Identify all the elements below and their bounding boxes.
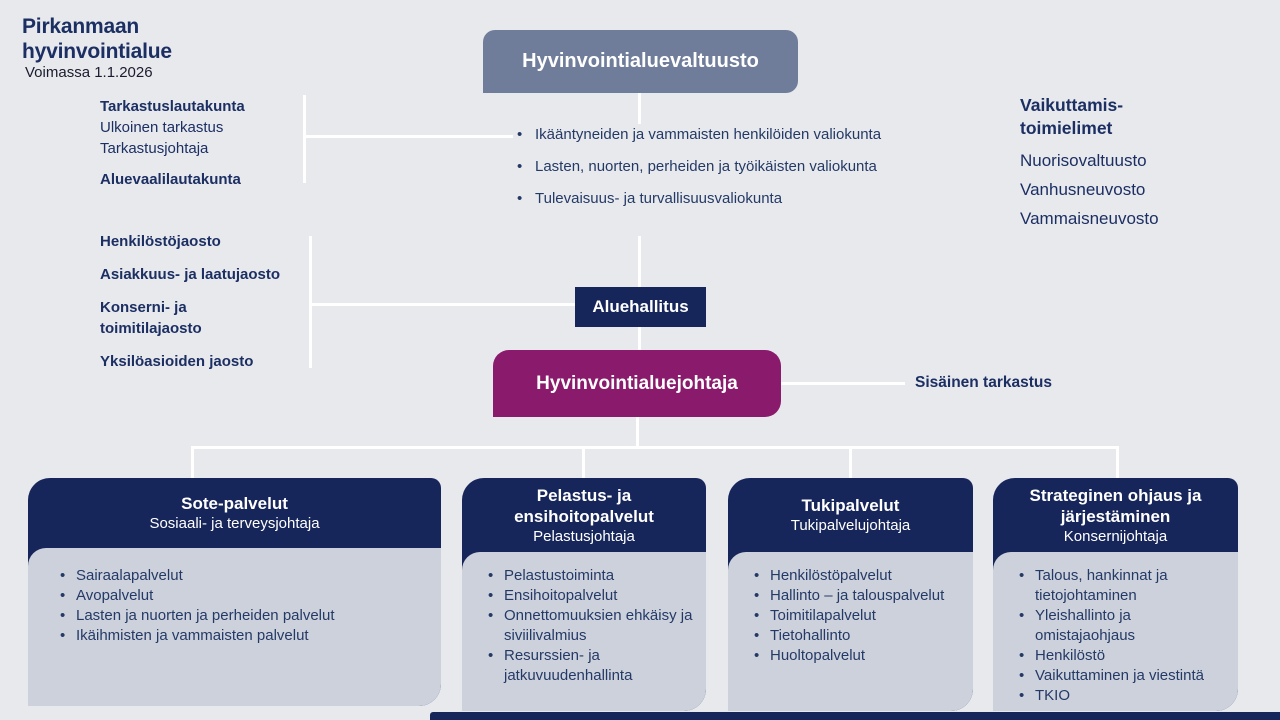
director-label: Hyvinvointialuejohtaja bbox=[536, 372, 738, 394]
list-item: Vammaisneuvosto bbox=[1020, 209, 1159, 228]
influence-bodies-panel bbox=[1020, 94, 1159, 233]
council-box bbox=[483, 30, 798, 93]
card-item: • TKIO bbox=[1019, 686, 1230, 706]
card-item: • Sairaalapalvelut bbox=[60, 566, 433, 586]
card-item: • Huoltopalvelut bbox=[754, 646, 965, 666]
committee-item: • Tulevaisuus- ja turvallisuusvaliokunta bbox=[513, 188, 885, 209]
validity-date: Voimassa 1.1.2026 bbox=[25, 64, 153, 81]
card-body bbox=[728, 552, 973, 711]
brand-logo bbox=[22, 14, 172, 64]
list-item: Asiakkuus- ja laatujaosto bbox=[100, 266, 281, 283]
connector-committees-board bbox=[638, 236, 641, 288]
connector-sections-horizontal bbox=[309, 303, 576, 306]
card-item: • Pelastustoiminta bbox=[488, 566, 698, 586]
brand-line2: hyvinvointialue bbox=[22, 40, 172, 63]
director-box bbox=[493, 350, 781, 417]
connector-internal-audit bbox=[780, 382, 905, 385]
card-item: • Ensihoitopalvelut bbox=[488, 586, 698, 606]
card-item: • Henkilöstö bbox=[1019, 646, 1230, 666]
connector-council-down bbox=[638, 92, 641, 124]
influence-bodies-title-line2: toimielimet bbox=[1020, 118, 1113, 138]
card-item: • Lasten ja nuorten ja perheiden palvelut bbox=[60, 606, 433, 626]
service-card-sote bbox=[28, 478, 441, 706]
card-body bbox=[28, 548, 441, 706]
list-item: Tarkastuslautakunta bbox=[100, 98, 245, 115]
board-box bbox=[575, 287, 706, 327]
brand-line1: Pirkanmaan bbox=[22, 15, 140, 38]
connector-board-director bbox=[638, 326, 641, 351]
influence-bodies-items bbox=[1020, 147, 1159, 233]
list-item: Yksilöasioiden jaosto bbox=[100, 353, 254, 370]
service-card-tuki bbox=[728, 478, 973, 711]
connector-drop-card4 bbox=[1116, 446, 1119, 478]
card-item-list bbox=[476, 566, 698, 686]
card-item: • Vaikuttaminen ja viestintä bbox=[1019, 666, 1230, 686]
card-body bbox=[993, 552, 1238, 711]
connector-sections-vertical bbox=[309, 236, 312, 368]
card-item: • Tietohallinto bbox=[754, 626, 965, 646]
card-item: • Henkilöstöpalvelut bbox=[754, 566, 965, 586]
card-item-list bbox=[742, 566, 965, 666]
connector-drop-card3 bbox=[849, 446, 852, 478]
card-subtitle: Tukipalvelujohtaja bbox=[790, 517, 911, 534]
footer-strip bbox=[430, 712, 1280, 720]
connector-main-horizontal bbox=[191, 446, 1119, 449]
card-header bbox=[728, 478, 973, 552]
connector-director-down bbox=[636, 416, 639, 448]
list-item: Konserni- ja toimitilajaosto bbox=[100, 299, 202, 337]
council-label: Hyvinvointialuevaltuusto bbox=[522, 50, 759, 72]
influence-bodies-title-line1: Vaikuttamis- bbox=[1020, 95, 1124, 115]
card-body bbox=[462, 552, 706, 711]
card-item: • Resurssien- ja jatkuvuudenhallinta bbox=[488, 646, 698, 686]
card-title: Sote-palvelut bbox=[181, 494, 288, 513]
committee-item: • Ikääntyneiden ja vammaisten henkilöiden valiokunta bbox=[513, 124, 885, 145]
list-item: Ulkoinen tarkastus bbox=[100, 119, 224, 136]
card-header bbox=[993, 478, 1238, 552]
card-header bbox=[462, 478, 706, 552]
card-title: Strateginen ohjaus ja järjestäminen bbox=[1029, 485, 1202, 526]
committee-list bbox=[513, 124, 885, 220]
board-label: Aluehallitus bbox=[592, 297, 689, 316]
card-item: • Hallinto – ja talouspalvelut bbox=[754, 586, 965, 606]
card-item: • Ikäihmisten ja vammaisten palvelut bbox=[60, 626, 433, 646]
internal-audit-label: Sisäinen tarkastus bbox=[915, 374, 1052, 391]
service-card-strateginen bbox=[993, 478, 1238, 711]
connector-audit-vertical bbox=[303, 95, 306, 183]
card-item: • Talous, hankinnat ja tietojohtaminen bbox=[1019, 566, 1230, 606]
card-subtitle: Sosiaali- ja terveysjohtaja bbox=[149, 515, 320, 532]
card-subtitle: Pelastusjohtaja bbox=[533, 527, 635, 545]
sections-list bbox=[100, 231, 280, 384]
audit-bodies-list bbox=[100, 96, 245, 190]
card-item: • Onnettomuuksien ehkäisy ja siviilivalmius bbox=[488, 606, 698, 646]
list-item: Tarkastusjohtaja bbox=[100, 140, 209, 157]
service-card-pelastus bbox=[462, 478, 706, 711]
connector-audit-horizontal bbox=[304, 135, 513, 138]
card-title: Tukipalvelut bbox=[801, 496, 900, 515]
card-item-list bbox=[1007, 566, 1230, 706]
card-item: • Avopalvelut bbox=[60, 586, 433, 606]
committee-item: • Lasten, nuorten, perheiden ja työikäisten valiokunta bbox=[513, 156, 885, 177]
list-item: Aluevaalilautakunta bbox=[100, 171, 241, 188]
list-item: Nuorisovaltuusto bbox=[1020, 151, 1147, 170]
card-item-list bbox=[42, 566, 433, 646]
connector-drop-card1 bbox=[191, 446, 194, 478]
card-item: • Toimitilapalvelut bbox=[754, 606, 965, 626]
connector-drop-card2 bbox=[582, 446, 585, 478]
card-title: Pelastus- ja ensihoitopalvelut bbox=[514, 485, 654, 526]
card-item: • Yleishallinto ja omistajaohjaus bbox=[1019, 606, 1230, 646]
card-header bbox=[28, 478, 441, 548]
list-item: Vanhusneuvosto bbox=[1020, 180, 1146, 199]
list-item: Henkilöstöjaosto bbox=[100, 233, 221, 250]
card-subtitle: Konsernijohtaja bbox=[1063, 527, 1168, 545]
